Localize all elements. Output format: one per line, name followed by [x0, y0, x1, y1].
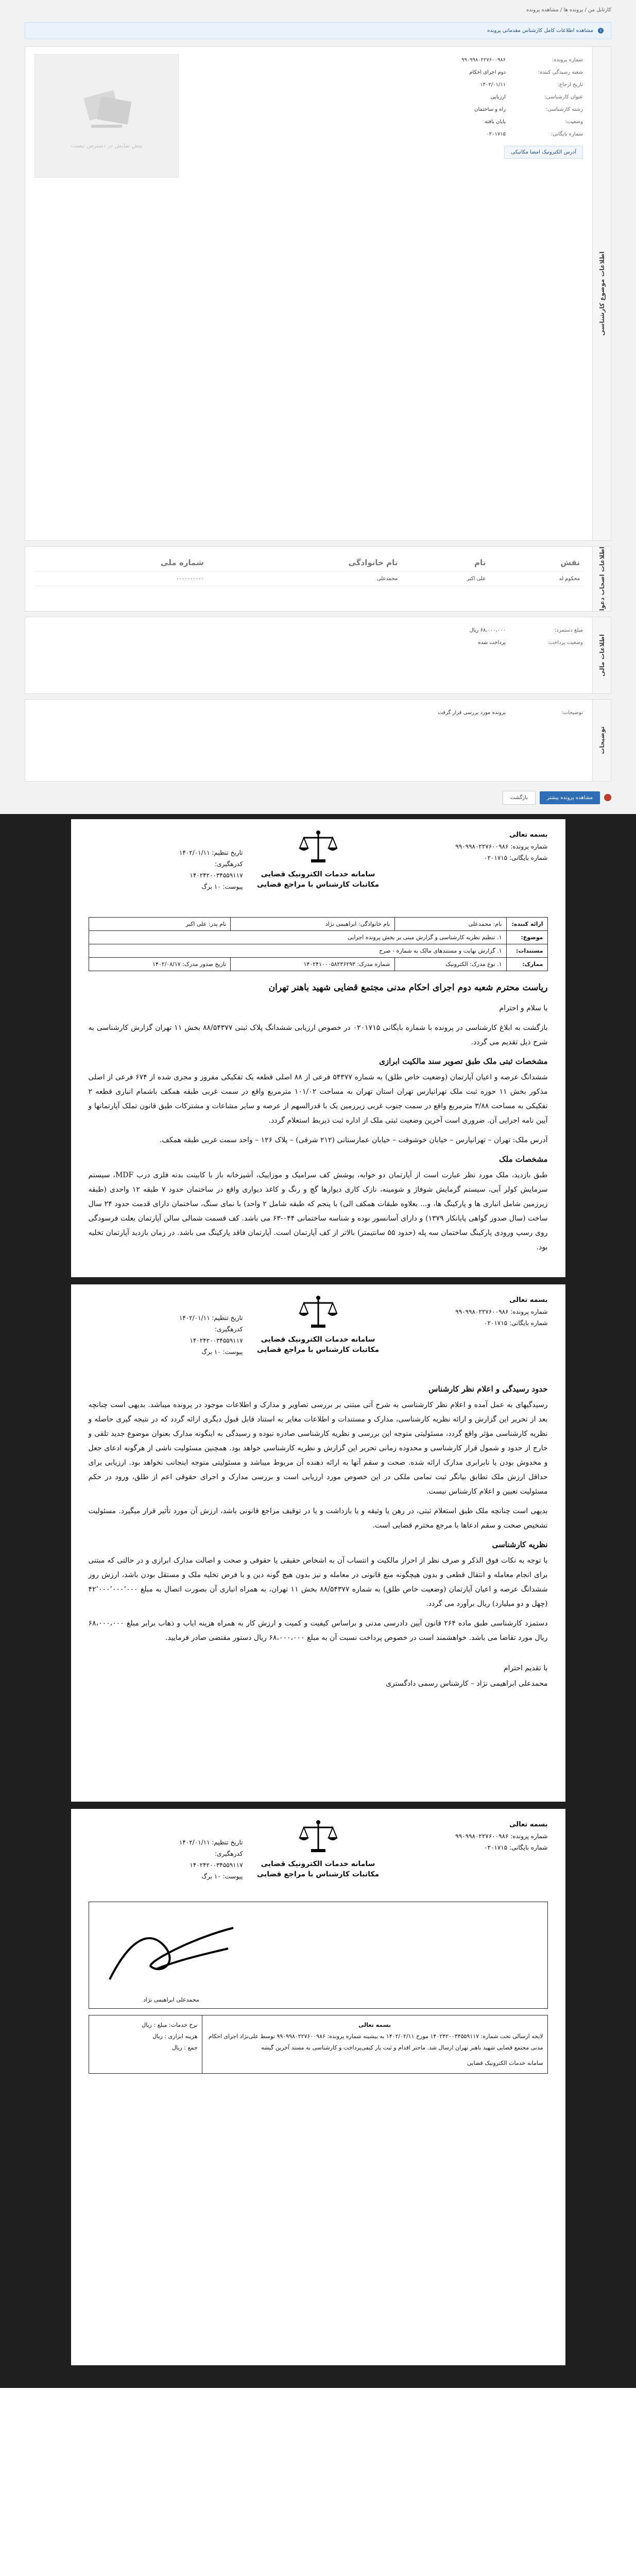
info-alert: [25, 22, 611, 39]
field-row: وضعیت: پایان یافته: [484, 119, 583, 125]
justice-scale-icon: [298, 1819, 339, 1855]
document-page-1: [71, 819, 565, 1277]
header-left: تاریخ تنظیم: ۱۴۰۲/۰۱/۱۱ کدرهگیری: ۱۴۰۲۴۲۰۰۳۴۵۵۹۱۱۷ پیوست: ۱۰ برگ: [179, 849, 243, 890]
info-alert-text: مشاهده اطلاعات کامل کارشناس مقدماتی پرونده: [487, 28, 593, 33]
paragraph: بدیهی است چنانچه ملک طبق استعلام ثبتی، در رهن یا وثیقه و یا بازداشت و یا در توقیف مراجع قانونی باشد، ارزش آن مورد تأثیر قرار میگیرد. مسئولیت تشخیص صحت و سقم ادعاها با مرجع محترم قضایی است.: [88, 1506, 548, 1530]
field-row: شماره بایگانی: ۰۲۰۱۷۱۵: [486, 131, 583, 137]
table-row: مستندات: ۱. گزارش نهایت و مستندهای مالک به شماره - صرح: [89, 944, 547, 957]
receipt-table: [89, 2015, 548, 2074]
table-row: ارائه کننده: نام: محمدعلی نام خانوادگی: ابراهیمی نژاد نام پدر: علی اکبر: [89, 917, 547, 930]
parties-table: [35, 554, 583, 586]
alert-icon: [604, 794, 611, 801]
field-row: مبلغ دستمزد: ۶۸،۰۰۰،۰۰۰ ریال: [469, 627, 583, 633]
cost-cell: نرخ خدمات: مبلغ : ریال هزینه ابزاری : ریال جمع : ریال: [89, 2015, 202, 2073]
justice-scale-icon: [298, 1295, 339, 1331]
section-heading: مشخصات ثبتی ملک طبق تصویر سند مالکیت ابرازی: [379, 1056, 548, 1066]
field-row: توضیحات: پرونده مورد بررسی قرار گرفت: [438, 709, 583, 716]
submission-info-table: [89, 917, 548, 971]
section-fees: [25, 617, 611, 694]
preview-placeholder: [35, 54, 179, 178]
paragraph: دستمزد کارشناسی طبق ماده ۲۶۴ قانون آیین دادرسی مدنی و براساس کیفیت و کمیت و ارزش کار به همراه هزینه ایاب و ذهاب برابر مبلغ ۶۸،۰۰۰،۰۰۰ ریال مورد تقاضا می باشد. خواهشمند است در خصوص پرداخت نسبت آن به مبلغ ۶۸،۰۰۰،۰۰۰ ریال دستور مقتضی صادر فرمایید.: [88, 1619, 548, 1642]
document-page-3: [71, 1809, 565, 2365]
paragraph: رسیدگیهای به عمل آمده و اعلام نظر کارشناسی به شرح آتی مبتنی بر بررسی تصاویر و مدارک و اطلاعات موجود در پرونده میباشد. بدیهی است چنانچه بعد از تحریر این گزارش و ارائه نظریه کارشناسی، مدارک و مستندات و اطلاعات مغایر به استناد قابل قبول دیگری ارائه گردد که در نتیجه گیری حاصله و نظریه کارشناسی مؤثر واقع گردد، مسئولیتی متوجه این بررسی و نظریه کارشناسی صادره نبوده و رسیدگی به اینگونه مدارک بعنوان موضوع جدید تلقی و خارج از حدود و شمول قرار کارشناسی و محدوده زمانی تحریر این گزارش و نظریه کارشناسی خواهد بود. همچنین مسئولیت ناشی از هرگونه ادعای جعل و مخدوش بودن یا نابرابری مدارک ارائه شده. صحت و سقم آنها به ارائه دهنده آن مربوط میباشد و مسئولیتی متوجه اینجانب نخواهد بود. ارزیابی برای حداقل ارزش ملک تطابق بیانگر ثبت تمامی ملکی در این خصوص مورد ارزیابی است و بررسی مدارک و اجرای حقوقی اعم از طلق، ورود در حکم مسئولیت تعیین و اعلام کارشناس نیست.: [88, 1400, 548, 1496]
section-parties: [25, 546, 611, 612]
preview-caption: پیش نمایش در دسترس نیست: [71, 142, 143, 149]
section-tab-notes[interactable]: توضیحات: [592, 700, 611, 781]
table-header-row: نقش نام نام خانوادگی شماره ملی: [35, 554, 583, 572]
section-heading: مشخصات ملک: [499, 1154, 548, 1164]
section-tab-fees[interactable]: اطلاعات مالی: [592, 617, 611, 693]
breadcrumb[interactable]: کارتابل من / پرونده ها / مشاهده پرونده: [526, 7, 611, 13]
table-row: موضوع: ۱. تنظیم نظریه کارشناسی و گزارش مبنی بر بخش پرونده اجرایی: [89, 930, 547, 944]
document-viewer[interactable]: [0, 814, 636, 2388]
section-main-body: [25, 47, 592, 540]
paragraph: طبق بازدید، ملک مورد نظر عبارت است از آپارتمان دو خوابه، پوشش کف سرامیک و موزاییک، آشپزخانه باز با کابینت بدنه فلزی درب MDF، سیستم سرمایش کولر آبی، سیستم گرمایش شوفاژ و شومینه، نازک کاری دیوارها گچ و رنگ و کاغذ دیواری واقع در ساختمان حدود ۷ طبقه ۱۲ واحدی (طبقه زیرزمین شامل انباری ها و پارکینگ ها، و... بعلاوه طبقات همکف الی) با پنجم که طبقه شامل ۲ واحد) با نمای سنگ، ساختمان دارای قدمت حدود ۲۴ سال ساخت (سال صدور گواهی پایانکار ۱۳۷۹) و دارای آسانسور بوده و شناسه ساختمانی ۰۴۴-۶۳ می باشد. کف قسمت شمالی سالن آپارتمان بعلت فرسودگی روی رسپ ورودی پارکینگ ساختمان سه پله (حدود ۵۵ سانتیمتر) بالاتر از کف آپارتمان است. آپارتمان فاقد پارکینگ می باشد. در زمان بازدید آپارتمان تخلیه بود.: [88, 1171, 548, 1251]
signature-link-button[interactable]: آدرس الکترونیک امضا مکانیکی: [504, 146, 583, 159]
section-main: [25, 46, 611, 541]
paragraph: با سلام و احترام: [499, 1004, 548, 1012]
page-header: [89, 829, 548, 912]
signer-name: محمدعلی ابراهیمی نژاد: [143, 1996, 199, 2003]
table-row[interactable]: محکوم له علی اکبر محمدعلی ۰۰۰۰۰۰۰۰۰۰: [35, 572, 583, 586]
receipt-cell: بسمه تعالی لایحه ارسالی تحت شماره: ۱۴۰۲۴۲۰۰۳۴۵۵۹۱۱۷ مورخ ۱۴۰۲/۰۲/۱۱ به بیشینه شماره پرونده: ۹۹۰۹۹۸۰۲۲۷۶۰۰۹۸۶ توسط علی‌نژاد اجرای احکام مدنی مجتمع قضایی شهید باهنر تهران ارسال شد. ماحتر اقدام و ثبت یار کیفی‌پرداخت و کارشناسی به مستد آخرین گیشه سامانه خدمات الکترونیک قضایی: [202, 2015, 547, 2073]
section-notes: [25, 699, 611, 782]
header-center: سامانه خدمات الکترونیک قضایی مکاتبات کارشناس با مراجع قضایی: [257, 829, 379, 889]
handwritten-signature: [94, 1918, 249, 1995]
document-title: ریاست محترم شعبه دوم اجرای احکام مدنی مجتمع قضایی شهید باهنر تهران: [268, 982, 548, 993]
page-header: بسمه تعالی شماره پرونده: ۹۹۰۹۹۸۰۲۲۷۶۰۰۹۸۶ شماره بایگانی: ۰۲۰۱۷۱۵ سامانه خدمات الکترونیک قضایی مکاتبات کارشناس با مراجع قضایی تاریخ تنظیم: ۱۴۰۲/۰۱/۱۱ کدرهگیری: ۱۴۰۲۴۲۰۰۳۴۵۵۹۱۱۷ پیوست: ۱۰ برگ: [89, 1295, 548, 1377]
section-heading: حدود رسیدگی و اعلام نظر کارشناس: [428, 1384, 548, 1394]
field-row: عنوان کارشناسی: ارزیابی: [490, 94, 583, 100]
document-page-2: [71, 1284, 565, 1802]
header-right: بسمه تعالی شماره پرونده: ۹۹۰۹۹۸۰۲۲۷۶۰۰۹۸۶ شماره بایگانی: ۰۲۰۱۷۱۵: [455, 831, 548, 861]
field-row: وضعیت پرداخت: پرداخت شده: [478, 639, 583, 646]
main-fields: [199, 54, 583, 178]
view-more-button[interactable]: مشاهده پرونده بیشتر: [540, 791, 600, 804]
signature-box: [89, 1902, 548, 2009]
field-row: تاریخ ارجاع: ۱۴۰۲/۰۱/۱۱: [480, 82, 583, 88]
table-row: [89, 2015, 547, 2073]
info-icon: i: [598, 28, 604, 33]
judge-gavel-icon: [76, 83, 137, 135]
paragraph: بازگشت به ابلاغ کارشناسی در پرونده با شماره بایگانی ۰۲۰۱۷۱۵ در خصوص ارزیابی ششدانگ پلاک ثبتی ۸۸/۵۴۳۷۷ بخش ۱۱ تهران گزارش کارشناسی به شرح ذیل تقدیم می گردد.: [88, 1023, 548, 1046]
section-tab-parties[interactable]: اطلاعات اصحاب دعوا: [592, 547, 611, 611]
section-heading: نظریه کارشناسی: [492, 1539, 548, 1549]
justice-scale-icon: [298, 829, 339, 866]
field-row: شماره پرونده: ۹۹۰۹۹۸۰۲۲۷۶۰۰۹۸۶: [461, 57, 583, 63]
paragraph: ششدانگ عرصه و اعیان آپارتمان (وضعیت خاص طلق) به شماره ۵۴۳۷۷ فرعی از ۸۸ اصلی قطعه یک تفکیکی مفروز و مجزی شده از ۶۷۴ فرعی از اصلی مذکور بخش ۱۱ حوزه ثبت ملک تهرانپارس تهران استان تهران به مساحت ۱۰۱/۰۲ مترمربع واقع در سمت غربی طبقه همکف باشمام انباری قطعه ۲ تفکیکی به مساحت ۳/۸۸ مترمربع واقع در سمت جنوب غربی زیرزمین یک با قدرالسهم از عرصه و سایر مشاعات و مشترکات طبق قانون تملک آپارتمانها و آیین نامه اجرایی آن. ضروری است آخرین وضعیت ثبتی ملک از اداره ثبت ذیربط استعلام گردد.: [88, 1073, 548, 1125]
field-row: رشته کارشناسی: راه و ساختمان: [474, 107, 583, 112]
section-tab-main[interactable]: اطلاعات موضوع کارشناسی: [592, 47, 611, 540]
action-bar: [25, 787, 611, 809]
page-header: بسمه تعالی شماره پرونده: ۹۹۰۹۹۸۰۲۲۷۶۰۰۹۸۶ شماره بایگانی: ۰۲۰۱۷۱۵ سامانه خدمات الکترونیک قضایی مکاتبات کارشناس با مراجع قضایی تاریخ تنظیم: ۱۴۰۲/۰۱/۱۱ کدرهگیری: ۱۴۰۲۴۲۰۰۳۴۵۵۹۱۱۷ پیوست: ۱۰ برگ: [89, 1819, 548, 1902]
field-row: شعبه رسیدگی کننده: دوم اجرای احکام: [469, 70, 583, 75]
signature-block: با تقدیم احترام محمدعلی ابراهیمی نژاد – کارشناس رسمی دادگستری: [385, 1664, 548, 1688]
paragraph: آدرس ملک: تهران – تهرانپارس – خیابان خوشوقت – خیابان عمارستانی (۲۱۲ شرقی) – پلاک ۱۲۶ – واحد سمت غربی طبقه همکف.: [159, 1136, 548, 1144]
web-portal: [0, 0, 636, 814]
table-row: ممارک: ۱. نوع مدرک: الکترونیک شماره مدرک: ۱۴۰۲۴۱۰۰۰۵۸۲۳۶۲۹۳ تاریخ صدور مدرک: ۱۴۰۲/۰۸/۱۷: [89, 957, 547, 971]
paragraph: با توجه به نکات فوق الذکر و صرف نظر از احراز مالکیت و انتساب آن به اشخاص حقیقی یا حقوقی و صحت و اصالت مدارک ابرازی و در حالتی که مبتنی برای انجام معامله و انتقال قطعی و بدون هیچگونه منع قانونی در معامله و نیز بدون هیچ گونه دین و با فرض تخلیه ملک و مستقل بودن باشد، ارزش روز ششدانگ عرصه و اعیان آپارتمان (وضعیت خاص طلق) به شماره ۸۸/۵۴۳۷۷ بخش ۱۱ تهران، به همراه انباری آن بصورت اتصال به مبلغ ۴۲٬۰۰۰٬۰۰۰٬۰۰۰ (چهل و دو میلیارد) ریال برآورد می گردد.: [88, 1556, 548, 1608]
back-button[interactable]: بازگشت: [503, 791, 536, 805]
